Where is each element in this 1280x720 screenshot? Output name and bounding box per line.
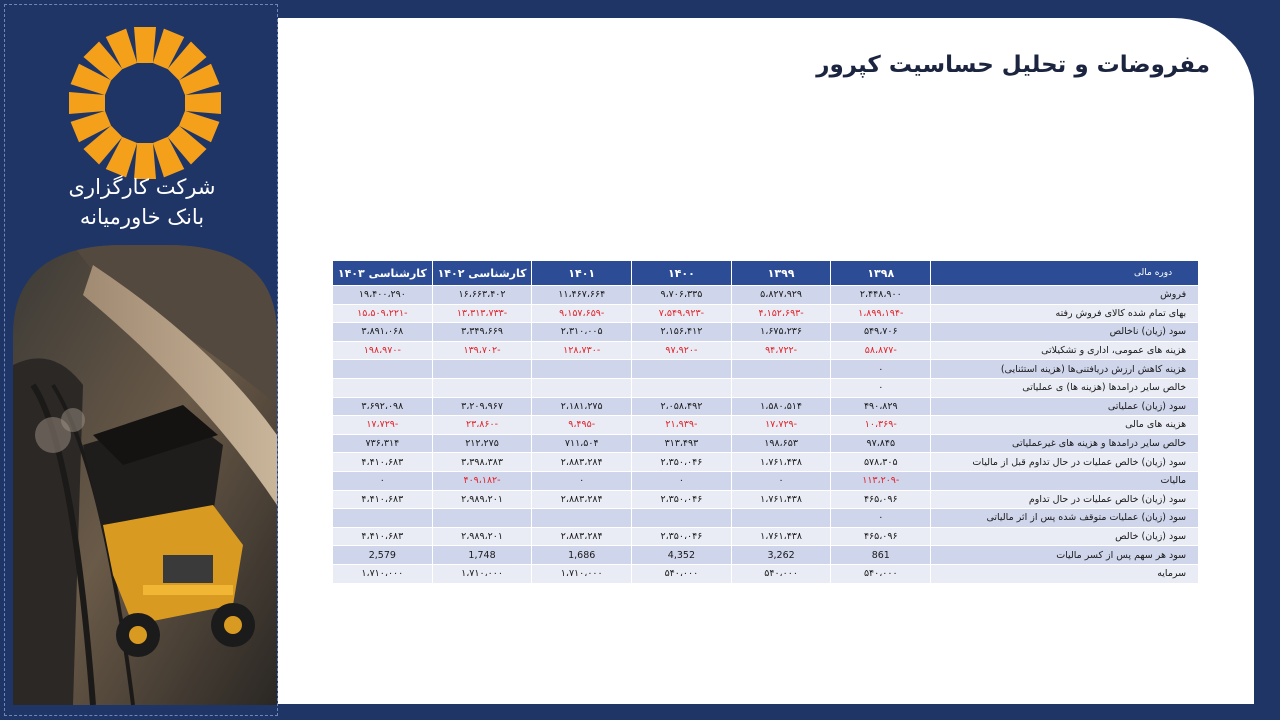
table-cell: ۱،۷۱۰،۰۰۰ bbox=[432, 564, 532, 583]
table-row bbox=[333, 341, 1199, 360]
table-row bbox=[333, 434, 1199, 453]
column-header-year: ۱۴۰۱ bbox=[532, 261, 632, 286]
table-row bbox=[333, 397, 1199, 416]
brand-side-panel bbox=[4, 4, 278, 716]
table-cell: ۳،۳۹۸،۳۸۳ bbox=[432, 453, 532, 472]
table-cell: ۰ bbox=[831, 509, 931, 528]
table-cell: -۴،۱۵۲،۶۹۳ bbox=[731, 304, 831, 323]
row-label: سود (زیان) عملیات متوقف شده پس از اثر مالیاتی bbox=[931, 509, 1199, 528]
table-cell: ۱۹،۴۰۰،۲۹۰ bbox=[333, 286, 433, 305]
table-cell bbox=[632, 360, 732, 379]
table-header-row bbox=[333, 261, 1199, 286]
table-cell: ۷۳۶،۳۱۴ bbox=[333, 434, 433, 453]
table-cell: ۵۴۹،۷۰۶ bbox=[831, 323, 931, 342]
table-cell: -۲۱،۹۳۹ bbox=[632, 416, 732, 435]
row-label: سرمایه bbox=[931, 564, 1199, 583]
table-body bbox=[333, 286, 1199, 584]
table-cell: ۳،۲۰۹،۹۶۷ bbox=[432, 397, 532, 416]
table-cell: ۲،۳۵۰،۰۴۶ bbox=[632, 490, 732, 509]
logo-petal bbox=[134, 143, 156, 179]
table-cell: ۱،۵۸۰،۵۱۴ bbox=[731, 397, 831, 416]
table-row bbox=[333, 416, 1199, 435]
row-label: بهای تمام شده کالای فروش رفته bbox=[931, 304, 1199, 323]
table-cell: ۱،۷۶۱،۴۳۸ bbox=[731, 527, 831, 546]
table-cell: ۱،۷۱۰،۰۰۰ bbox=[333, 564, 433, 583]
table-cell: -۹،۴۹۵ bbox=[532, 416, 632, 435]
table-cell: ۵۴۰،۰۰۰ bbox=[632, 564, 732, 583]
table-row bbox=[333, 378, 1199, 397]
table-cell bbox=[532, 378, 632, 397]
table-cell: -۱۷،۷۲۹ bbox=[333, 416, 433, 435]
table-row bbox=[333, 453, 1199, 472]
table-cell bbox=[432, 378, 532, 397]
table-cell: ۱،۷۶۱،۴۳۸ bbox=[731, 453, 831, 472]
table-cell bbox=[532, 509, 632, 528]
table-cell: ۲،۳۵۰،۰۴۶ bbox=[632, 527, 732, 546]
table-cell: ۲،۸۸۳،۲۸۴ bbox=[532, 453, 632, 472]
column-header-year: کارشناسی ۱۴۰۳ bbox=[333, 261, 433, 286]
table-row bbox=[333, 304, 1199, 323]
table-cell bbox=[432, 509, 532, 528]
table-cell: -۱۰،۳۶۹ bbox=[831, 416, 931, 435]
table-cell: ۱۱،۴۶۷،۶۶۴ bbox=[532, 286, 632, 305]
table-cell: ۳،۸۹۱،۰۶۸ bbox=[333, 323, 433, 342]
row-label: سود (زیان) خالص عملیات در حال تداوم bbox=[931, 490, 1199, 509]
table-cell: -۹۷،۹۲۰ bbox=[632, 341, 732, 360]
table-cell: ۲۱۲،۲۷۵ bbox=[432, 434, 532, 453]
row-label: هزینه های مالی bbox=[931, 416, 1199, 435]
table-cell bbox=[333, 360, 433, 379]
table-cell: -۱۹۸،۹۷۰ bbox=[333, 341, 433, 360]
row-label: سود (زیان) خالص عملیات در حال تداوم قبل از مالیات bbox=[931, 453, 1199, 472]
table-cell: -۷،۵۴۹،۹۲۳ bbox=[632, 304, 732, 323]
table-cell bbox=[532, 360, 632, 379]
table-cell: ۲،۳۱۰،۰۰۵ bbox=[532, 323, 632, 342]
table-cell: ۲،۹۸۹،۲۰۱ bbox=[432, 527, 532, 546]
table-cell bbox=[432, 360, 532, 379]
table-cell bbox=[632, 378, 732, 397]
row-label: سود (زیان) ناخالص bbox=[931, 323, 1199, 342]
table-cell: ۴،۴۱۰،۶۸۳ bbox=[333, 490, 433, 509]
slide-title: مفروضات و تحلیل حساسیت کپرور bbox=[816, 52, 1210, 78]
row-label: خالص سایر درامدها و هزینه های غیرعملیاتی bbox=[931, 434, 1199, 453]
table-cell bbox=[731, 378, 831, 397]
table-cell: ۲،۱۸۱،۲۷۵ bbox=[532, 397, 632, 416]
table-cell: 1,686 bbox=[532, 546, 632, 565]
row-label: هزینه کاهش ارزش دریافتنی‌ها (هزینه استثنایی) bbox=[931, 360, 1199, 379]
table-cell: ۰ bbox=[731, 471, 831, 490]
table-cell: ۱۶،۶۶۳،۴۰۲ bbox=[432, 286, 532, 305]
table-cell: ۴۶۵،۰۹۶ bbox=[831, 490, 931, 509]
table-cell: ۲،۸۸۳،۲۸۴ bbox=[532, 527, 632, 546]
table-cell bbox=[731, 360, 831, 379]
table-row bbox=[333, 360, 1199, 379]
company-name-line2: بانک خاورمیانه bbox=[79, 205, 205, 229]
table-cell: -۱۷،۷۲۹ bbox=[731, 416, 831, 435]
table-cell: ۲،۹۸۹،۲۰۱ bbox=[432, 490, 532, 509]
table-cell: ۱۹۸،۶۵۳ bbox=[731, 434, 831, 453]
table-cell: 3,262 bbox=[731, 546, 831, 565]
table-cell: ۱،۷۶۱،۴۳۸ bbox=[731, 490, 831, 509]
table-cell: ۲،۱۵۶،۴۱۲ bbox=[632, 323, 732, 342]
table-cell bbox=[333, 378, 433, 397]
company-logo-icon bbox=[65, 23, 225, 183]
logo-petal bbox=[134, 27, 156, 63]
table-cell: -۱۲۸،۷۳۰ bbox=[532, 341, 632, 360]
table-cell: -۹،۱۵۷،۶۵۹ bbox=[532, 304, 632, 323]
financial-projections-table bbox=[332, 260, 1199, 584]
column-header-period: دوره مالی bbox=[931, 261, 1199, 286]
table-cell: ۳،۳۴۹،۶۶۹ bbox=[432, 323, 532, 342]
column-header-year: ۱۳۹۹ bbox=[731, 261, 831, 286]
table-row bbox=[333, 471, 1199, 490]
table-row bbox=[333, 546, 1199, 565]
table-cell: ۴،۴۱۰،۶۸۳ bbox=[333, 527, 433, 546]
table-cell: -۲۳،۸۶۰ bbox=[432, 416, 532, 435]
table-cell: ۴۶۵،۰۹۶ bbox=[831, 527, 931, 546]
table-cell bbox=[632, 509, 732, 528]
financial-table-container bbox=[332, 260, 1198, 584]
table-cell: ۰ bbox=[831, 360, 931, 379]
table-cell: -۴۰۹،۱۸۲ bbox=[432, 471, 532, 490]
table-cell: ۵،۸۲۷،۹۲۹ bbox=[731, 286, 831, 305]
table-cell: ۴۹۰،۸۲۹ bbox=[831, 397, 931, 416]
column-header-year: کارشناسی ۱۴۰۲ bbox=[432, 261, 532, 286]
table-cell: ۰ bbox=[632, 471, 732, 490]
column-header-year: ۱۴۰۰ bbox=[632, 261, 732, 286]
table-cell: ۲،۰۵۸،۴۹۲ bbox=[632, 397, 732, 416]
table-cell: ۲،۸۸۳،۲۸۴ bbox=[532, 490, 632, 509]
logo-petal bbox=[185, 92, 221, 114]
table-cell: 2,579 bbox=[333, 546, 433, 565]
table-row bbox=[333, 323, 1199, 342]
logo-petal bbox=[69, 92, 105, 114]
table-cell: ۳۱۳،۴۹۳ bbox=[632, 434, 732, 453]
company-name-line1: شرکت کارگزاری bbox=[68, 175, 216, 199]
table-cell: ۲،۴۴۸،۹۰۰ bbox=[831, 286, 931, 305]
row-label: هزینه های عمومی، اداری و تشکیلاتی bbox=[931, 341, 1199, 360]
table-cell: ۵۴۰،۰۰۰ bbox=[731, 564, 831, 583]
row-label: سود هر سهم پس از کسر مالیات bbox=[931, 546, 1199, 565]
column-header-year: ۱۳۹۸ bbox=[831, 261, 931, 286]
table-cell: -۹۴،۷۲۲ bbox=[731, 341, 831, 360]
table-row bbox=[333, 490, 1199, 509]
table-cell: ۵۴۰،۰۰۰ bbox=[831, 564, 931, 583]
row-label: فروش bbox=[931, 286, 1199, 305]
table-row bbox=[333, 564, 1199, 583]
table-cell: -۵۸،۸۷۷ bbox=[831, 341, 931, 360]
table-cell: ۹۷،۸۴۵ bbox=[831, 434, 931, 453]
table-cell: ۲،۳۵۰،۰۴۶ bbox=[632, 453, 732, 472]
row-label: سود (زیان) عملیاتی bbox=[931, 397, 1199, 416]
table-cell: ۰ bbox=[532, 471, 632, 490]
table-cell: ۵۷۸،۳۰۵ bbox=[831, 453, 931, 472]
table-cell: -۱۳۹،۷۰۲ bbox=[432, 341, 532, 360]
row-label: سود (زیان) خالص bbox=[931, 527, 1199, 546]
row-label: خالص سایر درامدها (هزینه ها) ی عملیاتی bbox=[931, 378, 1199, 397]
table-cell: ۰ bbox=[831, 378, 931, 397]
table-cell bbox=[333, 509, 433, 528]
table-cell: -۱،۸۹۹،۱۹۴ bbox=[831, 304, 931, 323]
table-cell: 4,352 bbox=[632, 546, 732, 565]
table-cell: -۱۱۳،۲۰۹ bbox=[831, 471, 931, 490]
mining-truck-image bbox=[13, 245, 277, 705]
table-row bbox=[333, 286, 1199, 305]
table-cell: ۱،۷۱۰،۰۰۰ bbox=[532, 564, 632, 583]
table-cell: -۱۳،۳۱۳،۷۳۳ bbox=[432, 304, 532, 323]
row-label: مالیات bbox=[931, 471, 1199, 490]
table-cell: ۹،۷۰۶،۳۳۵ bbox=[632, 286, 732, 305]
table-cell: 1,748 bbox=[432, 546, 532, 565]
table-cell: ۱،۶۷۵،۲۳۶ bbox=[731, 323, 831, 342]
table-cell: -۱۵،۵۰۹،۲۲۱ bbox=[333, 304, 433, 323]
table-cell bbox=[731, 509, 831, 528]
table-cell: 861 bbox=[831, 546, 931, 565]
table-cell: ۳،۶۹۲،۰۹۸ bbox=[333, 397, 433, 416]
table-row bbox=[333, 509, 1199, 528]
table-cell: ۴،۴۱۰،۶۸۳ bbox=[333, 453, 433, 472]
table-cell: ۰ bbox=[333, 471, 433, 490]
table-cell: ۷۱۱،۵۰۴ bbox=[532, 434, 632, 453]
table-row bbox=[333, 527, 1199, 546]
